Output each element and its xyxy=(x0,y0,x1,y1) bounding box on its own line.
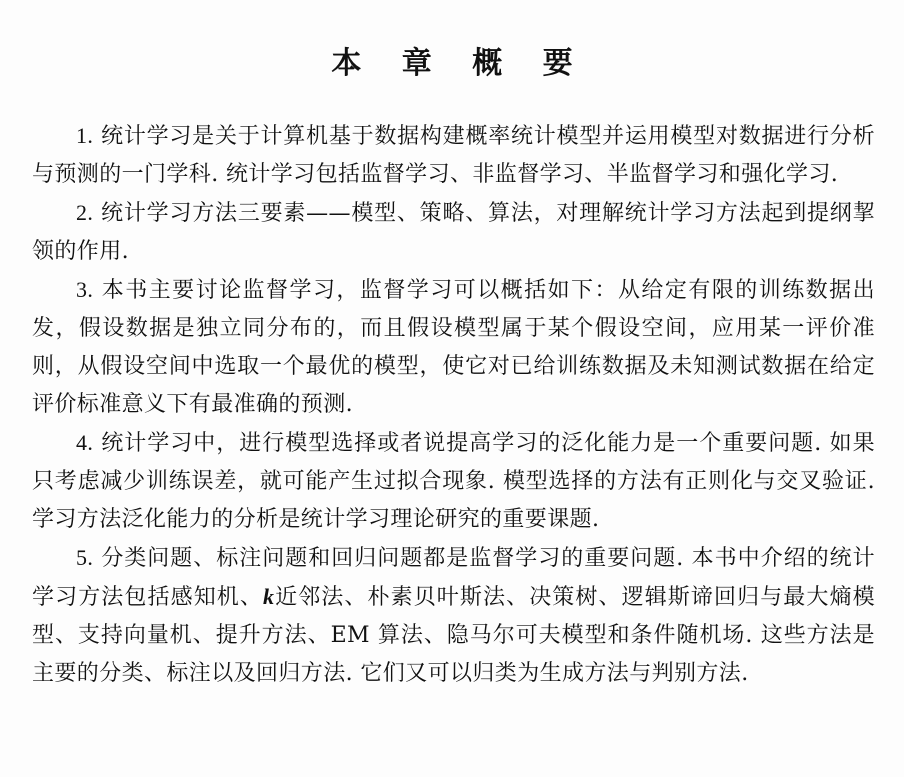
summary-paragraph-3 xyxy=(32,271,875,424)
summary-content xyxy=(32,117,875,693)
summary-paragraph-1 xyxy=(32,117,875,194)
paragraph-number: 5. xyxy=(76,545,94,570)
paragraph-number: 2. xyxy=(76,200,94,225)
chapter-summary-title: 本 章 概 要 xyxy=(331,46,588,81)
italic-k-symbol: k xyxy=(263,584,275,609)
summary-paragraph-2 xyxy=(32,194,875,271)
paragraph-number: 1. xyxy=(76,123,94,148)
summary-paragraph-4 xyxy=(32,424,875,539)
paragraph-text: 统计学习是关于计算机基于数据构建概率统计模型并运用模型对数据进行分析与预测的一门学科. 统计学习包括监督学习、非监督学习、半监督学习和强化学习. xyxy=(32,124,875,187)
paragraph-text-before-k: 分类问题、标注问题和回归问题都是监督学习的重要问题. 本书中介绍的统计学习方法包括感知机、 xyxy=(32,546,875,610)
paragraph-text: 统计学习方法三要素——模型、策略、算法，对理解统计学习方法起到提纲挈领的作用. xyxy=(32,201,875,264)
paragraph-number: 3. xyxy=(76,277,94,302)
paragraph-number: 4. xyxy=(76,430,94,455)
summary-paragraph-5 xyxy=(32,539,875,693)
paragraph-text: 统计学习中，进行模型选择或者说提高学习的泛化能力是一个重要问题. 如果只考虑减少训练误差，就可能产生过拟合现象. 模型选择的方法有正则化与交叉验证. 学习方法泛化能力的分析是统计学习理论研究的重要课题. xyxy=(32,431,875,532)
paragraph-text-after-k: 近邻法、朴素贝叶斯法、决策树、逻辑斯谛回归与最大熵模型、支持向量机、提升方法、EM 算法、隐马尔可夫模型和条件随机场. 这些方法是主要的分类、标注以及回归方法. 它们又可以归类为生成方法与判别方法. xyxy=(32,585,875,686)
paragraph-text: 本书主要讨论监督学习，监督学习可以概括如下：从给定有限的训练数据出发，假设数据是独立同分布的，而且假设模型属于某个假设空间，应用某一评价准则，从假设空间中选取一个最优的模型，使它对已给训练数据及未知测试数据在给定评价标准意义下有最准确的预测. xyxy=(32,278,875,417)
